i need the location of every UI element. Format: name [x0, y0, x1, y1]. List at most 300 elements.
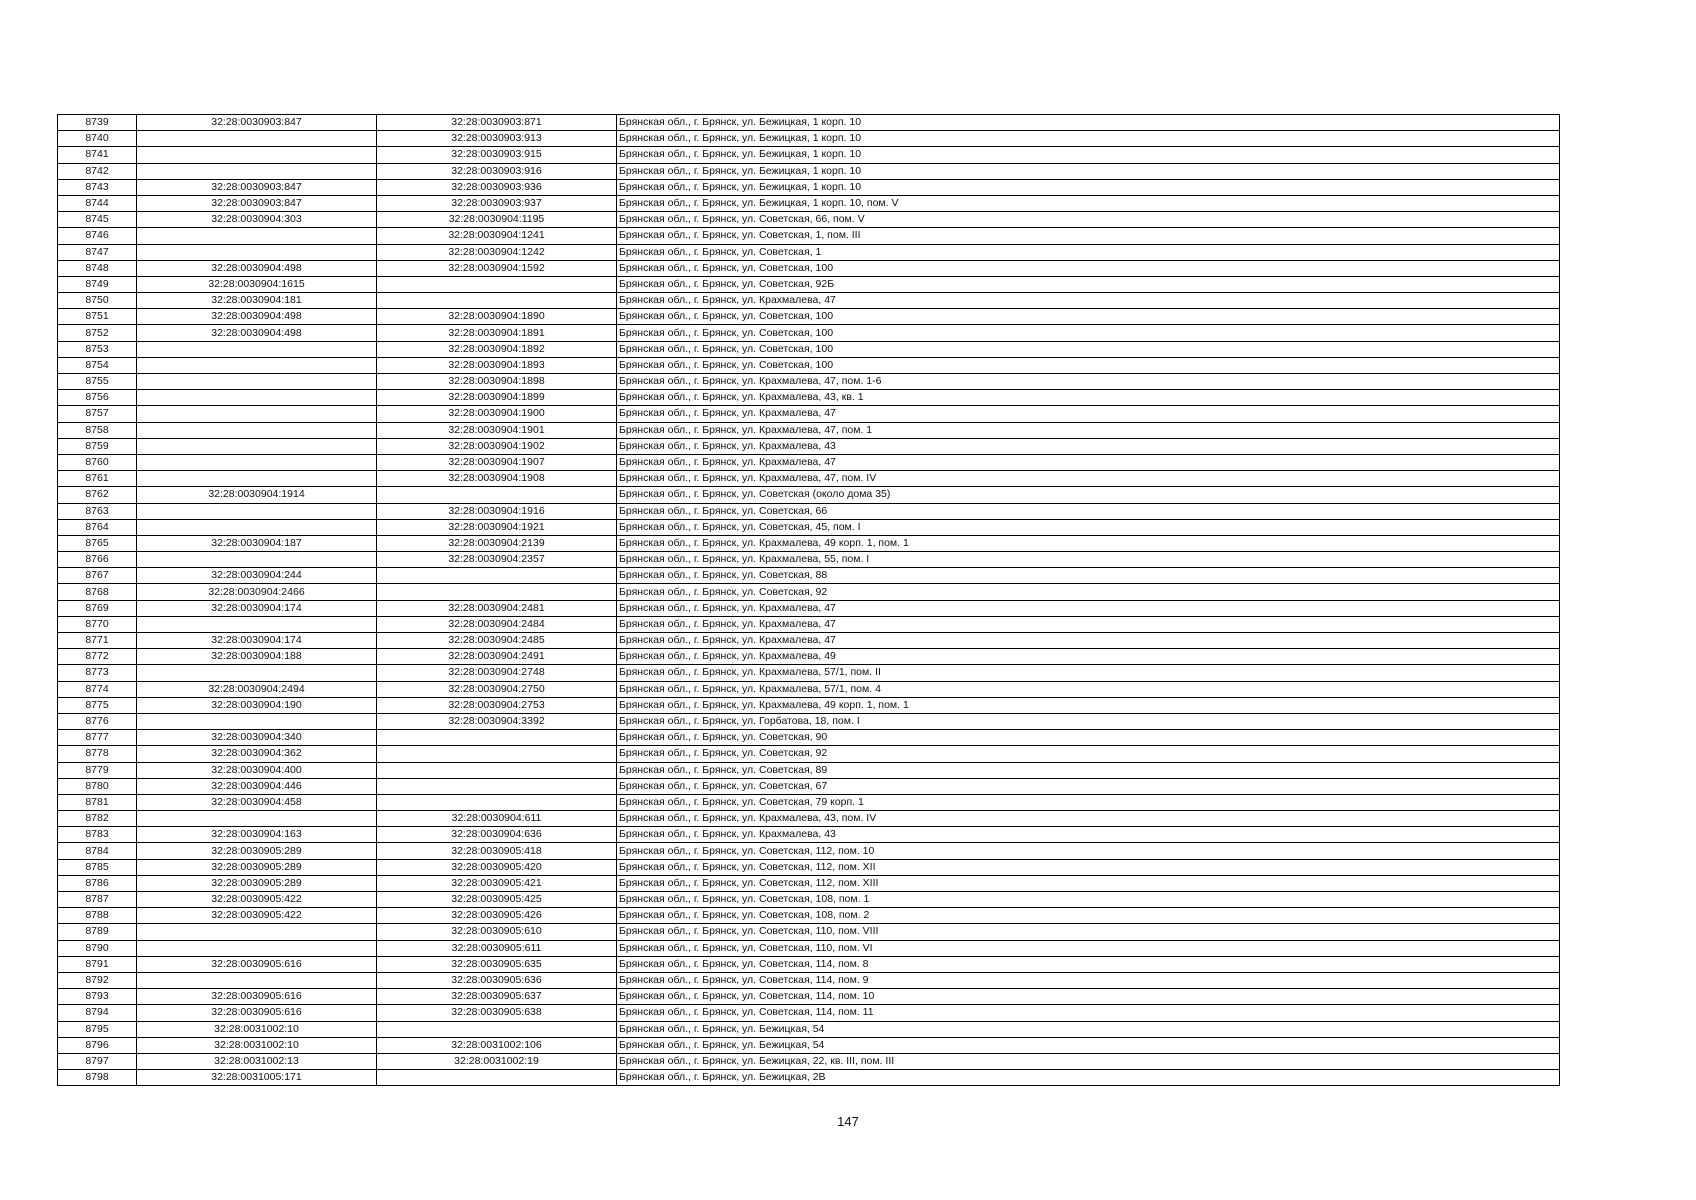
object-number-cell: 32:28:0030904:2485 [377, 633, 617, 649]
row-number-cell: 8759 [58, 438, 137, 454]
row-number-cell: 8753 [58, 341, 137, 357]
row-number-cell: 8783 [58, 827, 137, 843]
parcel-number-cell: 32:28:0030904:498 [137, 260, 377, 276]
address-cell: Брянская обл., г. Брянск, ул. Крахмалева, 47 [617, 406, 1560, 422]
table-row [58, 794, 1560, 810]
object-number-cell: 32:28:0030904:1902 [377, 438, 617, 454]
object-number-cell: 32:28:0030905:425 [377, 892, 617, 908]
row-number-cell: 8756 [58, 390, 137, 406]
parcel-number-cell: 32:28:0030904:2466 [137, 584, 377, 600]
parcel-number-cell: 32:28:0030903:847 [137, 115, 377, 131]
page-number: 147 [837, 1114, 859, 1129]
registry-table [57, 114, 1560, 1086]
row-number-cell: 8772 [58, 649, 137, 665]
table-row [58, 422, 1560, 438]
parcel-number-cell: 32:28:0030904:181 [137, 293, 377, 309]
row-number-cell: 8757 [58, 406, 137, 422]
parcel-number-cell: 32:28:0030905:289 [137, 843, 377, 859]
parcel-number-cell: 32:28:0030905:616 [137, 956, 377, 972]
address-cell: Брянская обл., г. Брянск, ул. Крахмалева, 47 [617, 454, 1560, 470]
table-row [58, 859, 1560, 875]
object-number-cell [377, 1021, 617, 1037]
address-cell: Брянская обл., г. Брянск, ул. Крахмалева, 47, пом. 1 [617, 422, 1560, 438]
table-row [58, 357, 1560, 373]
row-number-cell: 8770 [58, 616, 137, 632]
address-cell: Брянская обл., г. Брянск, ул. Бежицкая, 22, кв. III, пом. III [617, 1053, 1560, 1069]
parcel-number-cell [137, 438, 377, 454]
row-number-cell: 8743 [58, 179, 137, 195]
row-number-cell: 8742 [58, 163, 137, 179]
object-number-cell [377, 762, 617, 778]
row-number-cell: 8795 [58, 1021, 137, 1037]
object-number-cell: 32:28:0030904:2481 [377, 600, 617, 616]
table-row [58, 163, 1560, 179]
row-number-cell: 8797 [58, 1053, 137, 1069]
address-cell: Брянская обл., г. Брянск, ул. Советская, 114, пом. 10 [617, 989, 1560, 1005]
row-number-cell: 8777 [58, 730, 137, 746]
object-number-cell: 32:28:0030904:1890 [377, 309, 617, 325]
table-row [58, 260, 1560, 276]
table-row [58, 1037, 1560, 1053]
address-cell: Брянская обл., г. Брянск, ул. Советская, 1, пом. III [617, 228, 1560, 244]
parcel-number-cell: 32:28:0031002:10 [137, 1037, 377, 1053]
row-number-cell: 8774 [58, 681, 137, 697]
table-row [58, 244, 1560, 260]
parcel-number-cell [137, 503, 377, 519]
object-number-cell: 32:28:0031002:19 [377, 1053, 617, 1069]
parcel-number-cell [137, 972, 377, 988]
parcel-number-cell: 32:28:0030904:303 [137, 212, 377, 228]
row-number-cell: 8739 [58, 115, 137, 131]
parcel-number-cell: 32:28:0031002:10 [137, 1021, 377, 1037]
parcel-number-cell: 32:28:0030905:422 [137, 908, 377, 924]
object-number-cell: 32:28:0030904:636 [377, 827, 617, 843]
row-number-cell: 8788 [58, 908, 137, 924]
table-row [58, 471, 1560, 487]
object-number-cell: 32:28:0030904:1901 [377, 422, 617, 438]
row-number-cell: 8794 [58, 1005, 137, 1021]
row-number-cell: 8796 [58, 1037, 137, 1053]
row-number-cell: 8789 [58, 924, 137, 940]
row-number-cell: 8786 [58, 875, 137, 891]
parcel-number-cell [137, 454, 377, 470]
address-cell: Брянская обл., г. Брянск, ул. Советская, 92Б [617, 276, 1560, 292]
object-number-cell [377, 276, 617, 292]
object-number-cell: 32:28:0030904:1898 [377, 374, 617, 390]
address-cell: Брянская обл., г. Брянск, ул. Советская, 67 [617, 778, 1560, 794]
object-number-cell: 32:28:0030904:1891 [377, 325, 617, 341]
object-number-cell: 32:28:0030904:2753 [377, 697, 617, 713]
address-cell: Брянская обл., г. Брянск, ул. Советская, 110, пом. VI [617, 940, 1560, 956]
table-row [58, 341, 1560, 357]
row-number-cell: 8791 [58, 956, 137, 972]
parcel-number-cell: 32:28:0030904:362 [137, 746, 377, 762]
address-cell: Брянская обл., г. Брянск, ул. Советская, 92 [617, 584, 1560, 600]
parcel-number-cell: 32:28:0030904:1615 [137, 276, 377, 292]
object-number-cell [377, 1070, 617, 1086]
table-row [58, 989, 1560, 1005]
parcel-number-cell [137, 471, 377, 487]
table-row [58, 811, 1560, 827]
table-row [58, 665, 1560, 681]
object-number-cell: 32:28:0030905:611 [377, 940, 617, 956]
parcel-number-cell: 32:28:0030905:289 [137, 859, 377, 875]
address-cell: Брянская обл., г. Брянск, ул. Советская, 100 [617, 357, 1560, 373]
address-cell: Брянская обл., г. Брянск, ул. Крахмалева, 55, пом. I [617, 552, 1560, 568]
table-row [58, 843, 1560, 859]
table-row [58, 212, 1560, 228]
object-number-cell [377, 568, 617, 584]
address-cell: Брянская обл., г. Брянск, ул. Крахмалева, 49 корп. 1, пом. 1 [617, 535, 1560, 551]
table-row [58, 956, 1560, 972]
row-number-cell: 8758 [58, 422, 137, 438]
table-row [58, 568, 1560, 584]
table-row [58, 1070, 1560, 1086]
address-cell: Брянская обл., г. Брянск, ул. Советская, 100 [617, 309, 1560, 325]
table-row [58, 778, 1560, 794]
object-number-cell: 32:28:0030904:1908 [377, 471, 617, 487]
address-cell: Брянская обл., г. Брянск, ул. Советская, 112, пом. XIII [617, 875, 1560, 891]
registry-table-body [58, 115, 1560, 1086]
table-row [58, 697, 1560, 713]
address-cell: Брянская обл., г. Брянск, ул. Крахмалева, 47, пом. IV [617, 471, 1560, 487]
parcel-number-cell [137, 357, 377, 373]
object-number-cell [377, 794, 617, 810]
address-cell: Брянская обл., г. Брянск, ул. Крахмалева, 43 [617, 827, 1560, 843]
table-row [58, 131, 1560, 147]
parcel-number-cell: 32:28:0030904:174 [137, 600, 377, 616]
address-cell: Брянская обл., г. Брянск, ул. Советская (около дома 35) [617, 487, 1560, 503]
row-number-cell: 8747 [58, 244, 137, 260]
row-number-cell: 8782 [58, 811, 137, 827]
table-row [58, 293, 1560, 309]
row-number-cell: 8762 [58, 487, 137, 503]
address-cell: Брянская обл., г. Брянск, ул. Советская, 110, пом. VIII [617, 924, 1560, 940]
table-row [58, 892, 1560, 908]
table-row [58, 309, 1560, 325]
parcel-number-cell: 32:28:0030904:498 [137, 309, 377, 325]
parcel-number-cell [137, 924, 377, 940]
row-number-cell: 8790 [58, 940, 137, 956]
table-row [58, 713, 1560, 729]
parcel-number-cell [137, 244, 377, 260]
object-number-cell: 32:28:0030905:420 [377, 859, 617, 875]
object-number-cell: 32:28:0030904:2484 [377, 616, 617, 632]
row-number-cell: 8765 [58, 535, 137, 551]
table-row [58, 228, 1560, 244]
row-number-cell: 8746 [58, 228, 137, 244]
parcel-number-cell: 32:28:0030904:163 [137, 827, 377, 843]
object-number-cell: 32:28:0030904:2750 [377, 681, 617, 697]
object-number-cell: 32:28:0030903:937 [377, 195, 617, 211]
table-row [58, 487, 1560, 503]
address-cell: Брянская обл., г. Брянск, ул. Советская, 112, пом. 10 [617, 843, 1560, 859]
row-number-cell: 8761 [58, 471, 137, 487]
address-cell: Брянская обл., г. Брянск, ул. Бежицкая, 54 [617, 1037, 1560, 1053]
table-row [58, 535, 1560, 551]
row-number-cell: 8771 [58, 633, 137, 649]
parcel-number-cell [137, 147, 377, 163]
parcel-number-cell: 32:28:0030905:616 [137, 1005, 377, 1021]
row-number-cell: 8755 [58, 374, 137, 390]
table-row [58, 374, 1560, 390]
object-number-cell: 32:28:0030904:1892 [377, 341, 617, 357]
table-row [58, 519, 1560, 535]
address-cell: Брянская обл., г. Брянск, ул. Крахмалева, 47, пом. 1-6 [617, 374, 1560, 390]
table-row [58, 600, 1560, 616]
table-row [58, 1021, 1560, 1037]
address-cell: Брянская обл., г. Брянск, ул. Крахмалева, 47 [617, 616, 1560, 632]
object-number-cell: 32:28:0030903:916 [377, 163, 617, 179]
table-row [58, 746, 1560, 762]
table-row [58, 147, 1560, 163]
address-cell: Брянская обл., г. Брянск, ул. Крахмалева, 43 [617, 438, 1560, 454]
table-row [58, 325, 1560, 341]
parcel-number-cell: 32:28:0030905:616 [137, 989, 377, 1005]
row-number-cell: 8798 [58, 1070, 137, 1086]
address-cell: Брянская обл., г. Брянск, ул. Советская, 100 [617, 341, 1560, 357]
object-number-cell: 32:28:0030904:1907 [377, 454, 617, 470]
table-row [58, 390, 1560, 406]
row-number-cell: 8744 [58, 195, 137, 211]
object-number-cell: 32:28:0030904:1592 [377, 260, 617, 276]
parcel-number-cell: 32:28:0030904:187 [137, 535, 377, 551]
address-cell: Брянская обл., г. Брянск, ул. Советская, 114, пом. 9 [617, 972, 1560, 988]
object-number-cell: 32:28:0030905:426 [377, 908, 617, 924]
object-number-cell: 32:28:0030904:2357 [377, 552, 617, 568]
address-cell: Брянская обл., г. Брянск, ул. Советская, 100 [617, 260, 1560, 276]
parcel-number-cell: 32:28:0030904:1914 [137, 487, 377, 503]
address-cell: Брянская обл., г. Брянск, ул. Крахмалева, 47 [617, 633, 1560, 649]
address-cell: Брянская обл., г. Брянск, ул. Крахмалева, 47 [617, 600, 1560, 616]
address-cell: Брянская обл., г. Брянск, ул. Бежицкая, 1 корп. 10 [617, 115, 1560, 131]
address-cell: Брянская обл., г. Брянск, ул. Советская, 79 корп. 1 [617, 794, 1560, 810]
table-row [58, 1005, 1560, 1021]
parcel-number-cell [137, 665, 377, 681]
object-number-cell: 32:28:0030903:871 [377, 115, 617, 131]
parcel-number-cell [137, 406, 377, 422]
parcel-number-cell: 32:28:0030904:188 [137, 649, 377, 665]
address-cell: Брянская обл., г. Брянск, ул. Крахмалева, 49 корп. 1, пом. 1 [617, 697, 1560, 713]
object-number-cell: 32:28:0030903:936 [377, 179, 617, 195]
row-number-cell: 8768 [58, 584, 137, 600]
address-cell: Брянская обл., г. Брянск, ул. Крахмалева, 43, кв. 1 [617, 390, 1560, 406]
row-number-cell: 8748 [58, 260, 137, 276]
object-number-cell: 32:28:0030904:611 [377, 811, 617, 827]
address-cell: Брянская обл., г. Брянск, ул. Крахмалева, 43, пом. IV [617, 811, 1560, 827]
row-number-cell: 8769 [58, 600, 137, 616]
address-cell: Брянская обл., г. Брянск, ул. Советская, 100 [617, 325, 1560, 341]
row-number-cell: 8773 [58, 665, 137, 681]
table-row [58, 875, 1560, 891]
row-number-cell: 8750 [58, 293, 137, 309]
object-number-cell [377, 584, 617, 600]
parcel-number-cell [137, 616, 377, 632]
parcel-number-cell: 32:28:0031002:13 [137, 1053, 377, 1069]
parcel-number-cell [137, 940, 377, 956]
table-row [58, 908, 1560, 924]
row-number-cell: 8764 [58, 519, 137, 535]
address-cell: Брянская обл., г. Брянск, ул. Советская, 112, пом. XII [617, 859, 1560, 875]
table-row [58, 115, 1560, 131]
table-row [58, 940, 1560, 956]
table-row [58, 616, 1560, 632]
table-row [58, 406, 1560, 422]
row-number-cell: 8781 [58, 794, 137, 810]
row-number-cell: 8752 [58, 325, 137, 341]
table-row [58, 827, 1560, 843]
parcel-number-cell: 32:28:0030904:174 [137, 633, 377, 649]
address-cell: Брянская обл., г. Брянск, ул. Бежицкая, 1 корп. 10 [617, 147, 1560, 163]
table-row [58, 633, 1560, 649]
address-cell: Брянская обл., г. Брянск, ул. Бежицкая, 54 [617, 1021, 1560, 1037]
table-row [58, 584, 1560, 600]
parcel-number-cell: 32:28:0030905:289 [137, 875, 377, 891]
row-number-cell: 8763 [58, 503, 137, 519]
row-number-cell: 8780 [58, 778, 137, 794]
address-cell: Брянская обл., г. Брянск, ул. Советская, 114, пом. 8 [617, 956, 1560, 972]
row-number-cell: 8751 [58, 309, 137, 325]
row-number-cell: 8793 [58, 989, 137, 1005]
table-row [58, 552, 1560, 568]
table-row [58, 454, 1560, 470]
parcel-number-cell: 32:28:0030904:400 [137, 762, 377, 778]
parcel-number-cell [137, 341, 377, 357]
address-cell: Брянская обл., г. Брянск, ул. Крахмалева, 57/1, пом. 4 [617, 681, 1560, 697]
row-number-cell: 8741 [58, 147, 137, 163]
row-number-cell: 8785 [58, 859, 137, 875]
object-number-cell: 32:28:0030904:1916 [377, 503, 617, 519]
table-row [58, 195, 1560, 211]
address-cell: Брянская обл., г. Брянск, ул. Горбатова, 18, пом. I [617, 713, 1560, 729]
table-row [58, 503, 1560, 519]
table-row [58, 762, 1560, 778]
address-cell: Брянская обл., г. Брянск, ул. Советская, 90 [617, 730, 1560, 746]
row-number-cell: 8745 [58, 212, 137, 228]
object-number-cell: 32:28:0030904:2139 [377, 535, 617, 551]
parcel-number-cell: 32:28:0030903:847 [137, 195, 377, 211]
object-number-cell: 32:28:0030905:421 [377, 875, 617, 891]
object-number-cell: 32:28:0030904:1899 [377, 390, 617, 406]
parcel-number-cell [137, 713, 377, 729]
object-number-cell: 32:28:0030904:2491 [377, 649, 617, 665]
address-cell: Брянская обл., г. Брянск, ул. Советская, 89 [617, 762, 1560, 778]
row-number-cell: 8749 [58, 276, 137, 292]
address-cell: Брянская обл., г. Брянск, ул. Советская, 92 [617, 746, 1560, 762]
address-cell: Брянская обл., г. Брянск, ул. Бежицкая, 1 корп. 10 [617, 131, 1560, 147]
address-cell: Брянская обл., г. Брянск, ул. Советская, 88 [617, 568, 1560, 584]
address-cell: Брянская обл., г. Брянск, ул. Советская, 66, пом. V [617, 212, 1560, 228]
row-number-cell: 8779 [58, 762, 137, 778]
parcel-number-cell [137, 163, 377, 179]
object-number-cell: 32:28:0030904:3392 [377, 713, 617, 729]
object-number-cell: 32:28:0030904:1242 [377, 244, 617, 260]
row-number-cell: 8740 [58, 131, 137, 147]
object-number-cell: 32:28:0030905:636 [377, 972, 617, 988]
object-number-cell [377, 778, 617, 794]
address-cell: Брянская обл., г. Брянск, ул. Бежицкая, 1 корп. 10 [617, 163, 1560, 179]
address-cell: Брянская обл., г. Брянск, ул. Бежицкая, 1 корп. 10 [617, 179, 1560, 195]
parcel-number-cell: 32:28:0030904:244 [137, 568, 377, 584]
object-number-cell: 32:28:0030904:2748 [377, 665, 617, 681]
object-number-cell [377, 746, 617, 762]
parcel-number-cell: 32:28:0030904:446 [137, 778, 377, 794]
parcel-number-cell: 32:28:0031005:171 [137, 1070, 377, 1086]
parcel-number-cell [137, 552, 377, 568]
address-cell: Брянская обл., г. Брянск, ул. Советская, 45, пом. I [617, 519, 1560, 535]
object-number-cell: 32:28:0030904:1241 [377, 228, 617, 244]
parcel-number-cell [137, 390, 377, 406]
table-row [58, 179, 1560, 195]
object-number-cell: 32:28:0031002:106 [377, 1037, 617, 1053]
address-cell: Брянская обл., г. Брянск, ул. Крахмалева, 47 [617, 293, 1560, 309]
table-row [58, 730, 1560, 746]
table-row [58, 1053, 1560, 1069]
row-number-cell: 8784 [58, 843, 137, 859]
table-row [58, 276, 1560, 292]
address-cell: Брянская обл., г. Брянск, ул. Советская, 108, пом. 1 [617, 892, 1560, 908]
table-row [58, 681, 1560, 697]
parcel-number-cell [137, 131, 377, 147]
object-number-cell: 32:28:0030905:637 [377, 989, 617, 1005]
parcel-number-cell [137, 422, 377, 438]
object-number-cell: 32:28:0030903:913 [377, 131, 617, 147]
table-row [58, 924, 1560, 940]
row-number-cell: 8767 [58, 568, 137, 584]
row-number-cell: 8787 [58, 892, 137, 908]
table-row [58, 649, 1560, 665]
address-cell: Брянская обл., г. Брянск, ул. Советская, 108, пом. 2 [617, 908, 1560, 924]
address-cell: Брянская обл., г. Брянск, ул. Советская, 114, пом. 11 [617, 1005, 1560, 1021]
address-cell: Брянская обл., г. Брянск, ул. Крахмалева, 57/1, пом. II [617, 665, 1560, 681]
parcel-number-cell [137, 228, 377, 244]
address-cell: Брянская обл., г. Брянск, ул. Бежицкая, 1 корп. 10, пом. V [617, 195, 1560, 211]
row-number-cell: 8766 [58, 552, 137, 568]
object-number-cell: 32:28:0030905:635 [377, 956, 617, 972]
row-number-cell: 8775 [58, 697, 137, 713]
parcel-number-cell [137, 811, 377, 827]
row-number-cell: 8792 [58, 972, 137, 988]
parcel-number-cell: 32:28:0030904:340 [137, 730, 377, 746]
parcel-number-cell: 32:28:0030905:422 [137, 892, 377, 908]
address-cell: Брянская обл., г. Брянск, ул. Бежицкая, 2В [617, 1070, 1560, 1086]
object-number-cell: 32:28:0030904:1893 [377, 357, 617, 373]
parcel-number-cell [137, 374, 377, 390]
parcel-number-cell: 32:28:0030904:458 [137, 794, 377, 810]
object-number-cell [377, 487, 617, 503]
parcel-number-cell: 32:28:0030904:498 [137, 325, 377, 341]
object-number-cell: 32:28:0030905:418 [377, 843, 617, 859]
parcel-number-cell [137, 519, 377, 535]
object-number-cell [377, 293, 617, 309]
parcel-number-cell: 32:28:0030904:190 [137, 697, 377, 713]
address-cell: Брянская обл., г. Брянск, ул. Крахмалева, 49 [617, 649, 1560, 665]
address-cell: Брянская обл., г. Брянск, ул. Советская, 1 [617, 244, 1560, 260]
object-number-cell: 32:28:0030904:1900 [377, 406, 617, 422]
parcel-number-cell: 32:28:0030904:2494 [137, 681, 377, 697]
object-number-cell: 32:28:0030904:1921 [377, 519, 617, 535]
table-row [58, 438, 1560, 454]
object-number-cell: 32:28:0030904:1195 [377, 212, 617, 228]
row-number-cell: 8778 [58, 746, 137, 762]
row-number-cell: 8776 [58, 713, 137, 729]
address-cell: Брянская обл., г. Брянск, ул. Советская, 66 [617, 503, 1560, 519]
object-number-cell: 32:28:0030905:610 [377, 924, 617, 940]
row-number-cell: 8754 [58, 357, 137, 373]
row-number-cell: 8760 [58, 454, 137, 470]
object-number-cell: 32:28:0030905:638 [377, 1005, 617, 1021]
parcel-number-cell: 32:28:0030903:847 [137, 179, 377, 195]
